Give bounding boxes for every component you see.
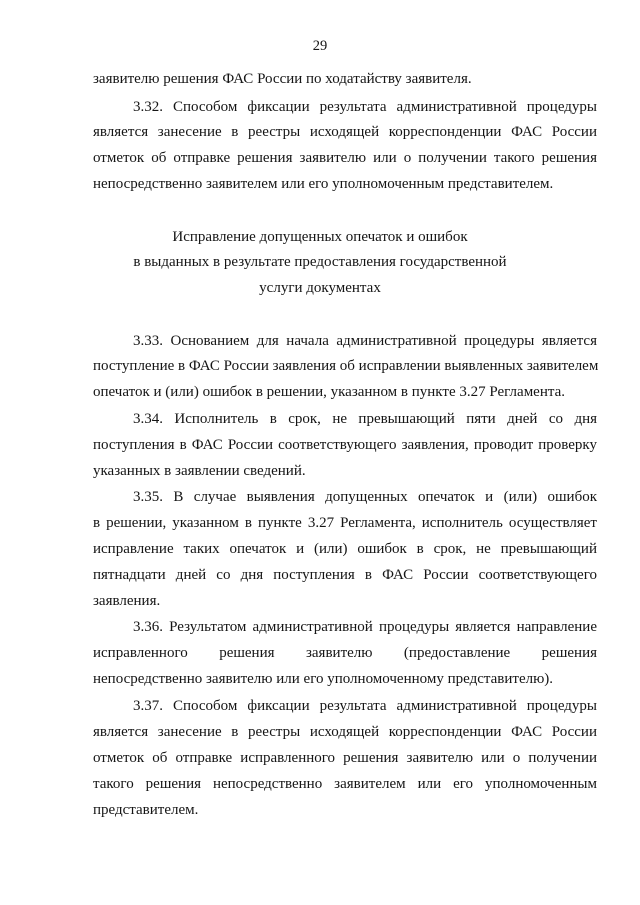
text-line: отметок об отправке решения заявителю или о получении такого решения (93, 150, 597, 166)
paragraph-3-37-first-line: 3.37. Способом фиксации результата административной процедуры (133, 698, 597, 714)
paragraph-3-34-first-line: 3.34. Исполнитель в срок, не превышающий пяти дней со дня (133, 411, 597, 427)
text-line: заявителю решения ФАС России по ходатайству заявителя. (93, 71, 472, 87)
page-number: 29 (312, 38, 328, 54)
paragraph-3-32-first-line: 3.32. Способом фиксации результата административной процедуры (133, 99, 597, 115)
text-line: является занесение в реестры исходящей корреспонденции ФАС России (93, 724, 597, 740)
section-heading-line-3: услуги документах (259, 280, 381, 296)
text-line: такого решения непосредственно заявителем или его уполномоченным (93, 776, 597, 792)
text-line: поступления в ФАС России соответствующего заявления, проводит проверку (93, 437, 597, 453)
text-line: исправленного решения заявителю (предоставление решения (93, 645, 597, 661)
paragraph-3-35-first-line: 3.35. В случае выявления допущенных опечаток и (или) ошибок (133, 489, 597, 505)
paragraph-3-36-first-line: 3.36. Результатом административной процедуры является направление (133, 619, 597, 635)
text-line: поступление в ФАС России заявления об исправлении выявленных заявителем (93, 358, 599, 374)
text-line: в решении, указанном в пункте 3.27 Регламента, исполнитель осуществляет (93, 515, 597, 531)
section-heading-line-1: Исправление допущенных опечаток и ошибок (172, 229, 468, 245)
text-line: заявления. (93, 593, 161, 609)
text-line: исправление таких опечаток и (или) ошибок в срок, не превышающий (93, 541, 597, 557)
text-line: указанных в заявлении сведений. (93, 463, 306, 479)
paragraph-3-33-first-line: 3.33. Основанием для начала административной процедуры является (133, 333, 597, 349)
text-line: является занесение в реестры исходящей корреспонденции ФАС России (93, 124, 597, 140)
section-heading-line-2: в выданных в результате предоставления государственной (133, 254, 507, 270)
text-line: непосредственно заявителем или его уполномоченным представителем. (93, 176, 554, 192)
text-line: опечаток и (или) ошибок в решении, указанном в пункте 3.27 Регламента. (93, 384, 566, 400)
text-line: представителем. (93, 802, 199, 818)
text-line: отметок об отправке исправленного решения заявителю или о получении (93, 750, 597, 766)
text-line: пятнадцати дней со дня поступления в ФАС России соответствующего (93, 567, 597, 583)
text-line: непосредственно заявителю или его уполномоченному представителю). (93, 671, 554, 687)
